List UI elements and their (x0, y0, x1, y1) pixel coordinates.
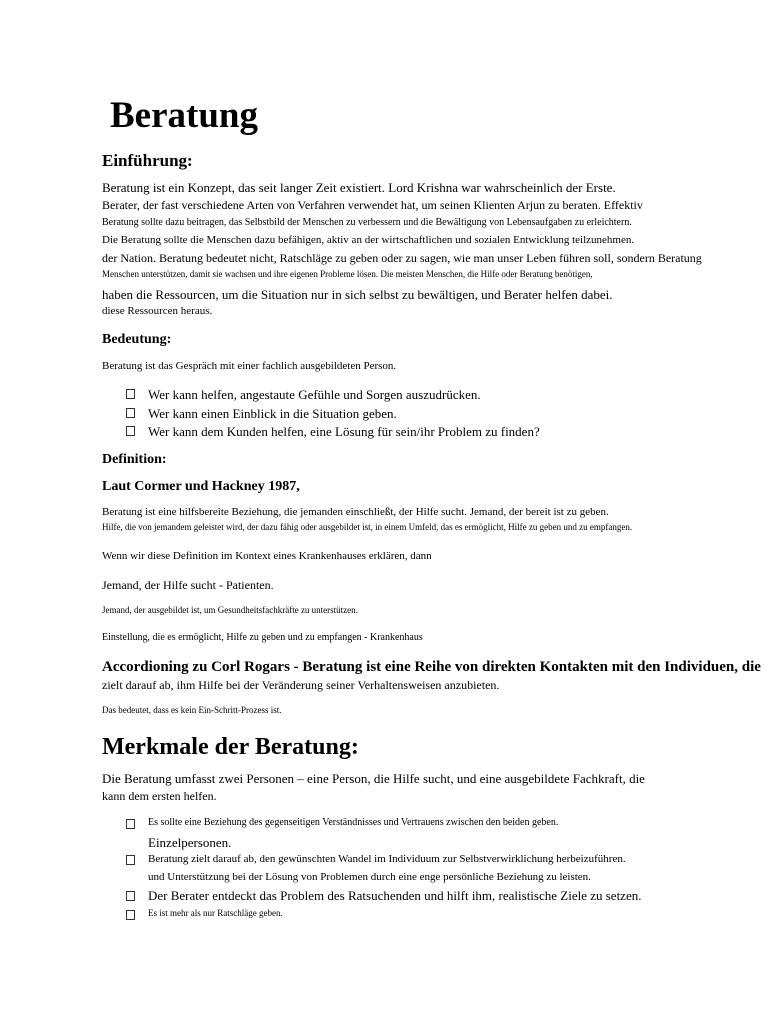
checkbox-bullet-icon (126, 426, 135, 436)
definition-line: Wenn wir diese Definition im Kontext eines Krankenhauses erklären, dann (102, 550, 432, 562)
checkbox-bullet-icon (126, 408, 135, 418)
features-bullet: Beratung zielt darauf ab, den gewünschten Wandel im Individuum zur Selbstverwirklichung herbeizuführen. (148, 853, 626, 865)
intro-line: haben die Ressourcen, um die Situation nur in sich selbst zu bewältigen, und Berater helfen dabei. (102, 287, 613, 302)
intro-line: Die Beratung sollte die Menschen dazu befähigen, aktiv an der wirtschaftlichen und sozialen Entwicklung teilzunehmen. (102, 234, 635, 246)
meaning-bullet: Wer kann einen Einblick in die Situation geben. (148, 406, 397, 421)
checkbox-bullet-icon (126, 389, 135, 399)
features-bullet: Es ist mehr als nur Ratschläge geben. (148, 908, 283, 918)
features-heading: Merkmale der Beratung: (102, 734, 359, 760)
rogers-line: zielt darauf ab, ihm Hilfe bei der Veränderung seiner Verhaltensweisen anzubieten. (102, 678, 500, 692)
checkbox-bullet-icon (126, 819, 135, 829)
meaning-bullet: Wer kann helfen, angestaute Gefühle und Sorgen auszudrücken. (148, 387, 481, 402)
intro-line: diese Ressourcen heraus. (102, 305, 213, 317)
features-bullet-continuation: und Unterstützung bei der Lösung von Problemen durch eine enge persönliche Beziehung zu leisten. (148, 871, 591, 883)
intro-heading: Einführung: (102, 151, 193, 170)
features-bullet: Es sollte eine Beziehung des gegenseitigen Verständnisses und Vertrauens zwischen den beiden geben. (148, 817, 559, 828)
intro-line: Beratung ist ein Konzept, das seit langer Zeit existiert. Lord Krishna war wahrscheinlich der Erste. (102, 180, 616, 195)
intro-line: Berater, der fast verschiedene Arten von Verfahren verwendet hat, um seinen Klienten Arjun zu beraten. Effektiv (102, 198, 643, 212)
definition-heading: Definition: (102, 452, 167, 467)
definition-line: Jemand, der Hilfe sucht - Patienten. (102, 578, 274, 592)
checkbox-bullet-icon (126, 891, 135, 901)
intro-line: der Nation. Beratung bedeutet nicht, Ratschläge zu geben oder zu sagen, wie man unser Leben führen soll, sondern Beratung (102, 251, 702, 265)
rogers-heading: Accordioning zu Corl Rogars - Beratung ist eine Reihe von direkten Kontakten mit den Individuen, die (102, 659, 761, 675)
features-bullet: Der Berater entdeckt das Problem des Ratsuchenden und hilft ihm, realistische Ziele zu setzen. (148, 888, 642, 903)
rogers-line: Das bedeutet, dass es kein Ein-Schritt-Prozess ist. (102, 705, 282, 715)
features-bullet-continuation: Einzelpersonen. (148, 835, 232, 850)
features-line: kann dem ersten helfen. (102, 789, 217, 803)
meaning-heading: Bedeutung: (102, 332, 172, 347)
document-title: Beratung (110, 95, 258, 136)
meaning-bullet: Wer kann dem Kunden helfen, eine Lösung für sein/ihr Problem zu finden? (148, 424, 540, 439)
definition-subheading: Laut Cormer und Hackney 1987, (102, 479, 300, 494)
intro-line: Beratung sollte dazu beitragen, das Selbstbild der Menschen zu verbessern und die Bewältigung von Lebensaufgaben zu erleichtern. (102, 217, 632, 228)
definition-line: Hilfe, die von jemandem geleistet wird, der dazu fähig oder ausgebildet ist, in einem Umfeld, das es ermöglicht, Hilfe zu geben und zu empfangen. (102, 522, 633, 532)
meaning-line: Beratung ist das Gespräch mit einer fachlich ausgebildeten Person. (102, 360, 397, 372)
definition-line: Jemand, der ausgebildet ist, um Gesundheitsfachkräfte zu unterstützen. (102, 605, 358, 615)
definition-line: Beratung ist eine hilfsbereite Beziehung, die jemanden einschließt, der Hilfe sucht. Jemand, der bereit ist zu geben. (102, 506, 609, 518)
checkbox-bullet-icon (126, 910, 135, 920)
definition-line: Einstellung, die es ermöglicht, Hilfe zu geben und zu empfangen - Krankenhaus (102, 632, 423, 643)
features-line: Die Beratung umfasst zwei Personen – eine Person, die Hilfe sucht, und eine ausgebildete Fachkraft, die (102, 771, 645, 786)
checkbox-bullet-icon (126, 855, 135, 865)
intro-line: Menschen unterstützen, damit sie wachsen und ihre eigenen Probleme lösen. Die meisten Menschen, die Hilfe oder Beratung benötigen, (102, 269, 593, 279)
